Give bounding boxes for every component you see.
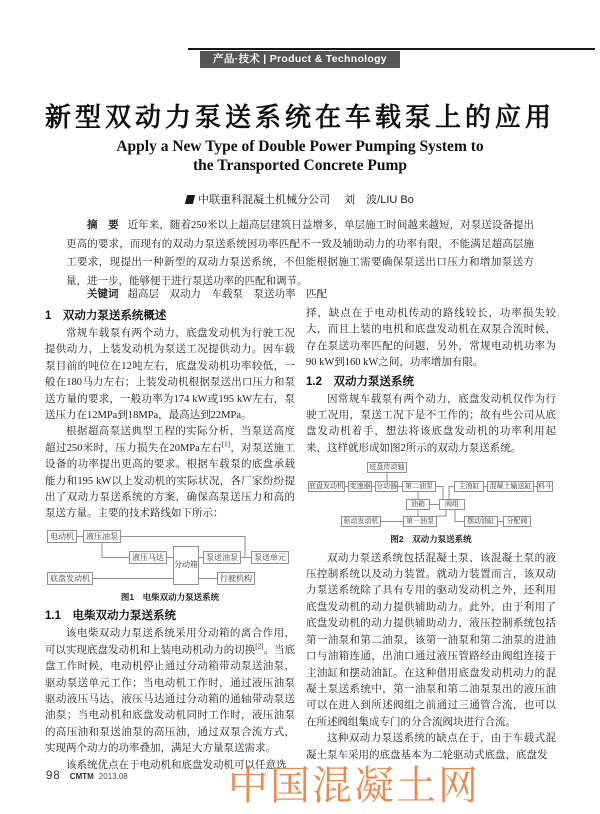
fig1-box-chassis-engine: 底盘发动机 [47,572,93,585]
fig2-box-chassis-drive-shaft: 底盘传动轴 [367,462,407,473]
section-1-heading: 1 双动力泵送系统概述 [45,310,167,322]
section-1-1-paragraph-2: 该系统优点在于电动机和底盘发动机可以任意选 [66,759,287,771]
section-1-2-heading: 1.2 双动力泵送系统 [306,375,414,388]
watermark: 中国混凝土网 [228,764,480,808]
fig2-box-second-oil-pump: 第二油泵 [402,481,436,492]
header-rule [188,48,595,50]
section-1-1-paragraph-1-text-cont: 。当底盘工作时候，电动机停止通过分动箱带动泵送油泵，驱动泵送单元工作；当电动机工作时，通过液压油泵驱动液压马达，液压马达通过分动箱的通轴带动泵送油泵；当电动机和底盘发动机同时工作时，液压油泵的高压油和泵送油泵的高压油，通过双泵合流方式，实现两个动力的功率叠加，满足大方量泵送需求。 [45,644,296,755]
section-1-1-paragraph-1-text: 该电柴双动力泵送系统采用分动箱的离合作用，可以实现底盘发动机和上装电动机动力的切换 [45,628,295,656]
article-title-english [0,137,600,175]
figure-1-diagram [45,528,295,586]
fig2-box-oil-tank: 油箱 [406,499,430,510]
fig2-box-concrete-delivery-cylinder: 混凝土输送缸 [487,481,534,492]
section-1-1-paragraph-2-continued: 择，缺点在于电动机传动的路线较长，功率损失较大，而且上装的电机和底盘发动机在双泵合流时候，存在泵送功率匹配的问题，另外，常规电动机功率为90 kW到160 kW之间，功率增加有限。 [306,308,556,369]
byline-author: 刘 波/LIU Bo [344,194,414,206]
article-title-chinese: 新型双动力泵送系统在车载泵上的应用 [44,103,555,133]
section-1-1-heading: 1.1 电柴双动力泵送系统 [45,610,176,623]
journal-abbreviation: CMTM [69,772,94,781]
pen-icon [185,195,195,204]
abstract-label: 摘 要 [87,219,119,231]
figure-2-caption: 图2 双动力泵送系统 [390,534,472,545]
fig1-box-transfer-case: 分动箱 [173,546,199,585]
keywords-label: 关键词 [87,288,119,300]
right-column [306,306,556,764]
fig2-box-gearbox: 变速器 [349,483,371,491]
fig2-box-valve-group: 阀组 [439,499,465,510]
abstract-text: 近年来，随着250米以上超高层建筑日益增多，单层施工时间越来越短，对泵送设备提出更高的要求，而现有的双动力泵送系统因功率匹配不一致及辅助动力的功率有限，不能满足超高层施工要求，现提出一种新型的双动力泵送系统，不但能根据施工需要确保泵送出口压力和增加泵送方量，进一步，能够便于进行泵送功率的匹配和调节。 [66,220,535,287]
keywords-text: 超高层 双动力 车载泵 泵送功率 匹配 [127,289,327,300]
citation-ref-2: [2] [255,642,264,651]
footer [46,766,128,784]
fig2-box-swing-cylinder: 摆动油缸 [464,516,498,527]
fig2-box-first-oil-pump: 第一油泵 [403,516,437,527]
journal-issue: 2013.08 [98,772,128,781]
fig1-box-pumping-oil-pump: 泵送油泵 [203,551,241,564]
fig2-box-drive-engine: 驱动发动机 [341,516,381,527]
fig2-box-main-cylinder: 主油缸 [454,481,484,492]
fig1-box-pumping-unit: 泵送单元 [251,551,289,564]
keywords [66,286,534,301]
article-title-english-line2: the Transported Concrete Pump [193,157,407,174]
section-1-paragraph-1: 常规车载泵有两个动力，底盘发动机为行驶工况提供动力，上装发动机为泵送工况提供动力。因车载泵目前的吨位在12吨左右，底盘发动机功率较低，一般在180马力左右；上装发动机根据泵送出口压力和泵送方量的要求，一般功率为174 kW或195 kW左右，泵送压力在12MPa到18MPa，最高达到22MPa。 [45,328,295,422]
fig2-box-chassis-engine: 底盘发动机 [309,483,344,491]
fig2-box-distribution-valve: 分配阀 [503,516,531,527]
fig2-box-transfer-box: 分动器 [376,483,397,491]
section-1-1-paragraph-1 [45,626,295,757]
fig1-box-hydraulic-motor: 液压马达 [129,551,167,564]
figure-1-caption: 图1 电柴双动力泵送系统 [120,591,220,602]
article-title-english-line1: Apply a New Type of Double Power Pumping System to [116,138,484,155]
section-1-2-paragraph-2: 双动力泵送系统包括混凝土泵、该混凝土泵的液压控制系统以及动力装置。就动力装置而言，该双动力泵送系统除了具有专用的驱动发动机之外，还利用底盘发动机的动力提供辅助动力。此外，由于利用了底盘发动机的动力提供辅助动力，液压控制系统包括第一油泵和第二油泵，该第一油泵和第二油泵的进油口与油箱连通，出油口通过液压管路经由阀组连接于主油缸和摆动油缸。在这种借用底盘发动机动力的混凝土泵送系统中，第一油泵和第二油泵泵出的液压油可以在进入到所述阀组之前通过三通管合流，也可以在所述阀组集成专门的分合流阀块进行合流。 [306,552,556,728]
fig1-box-hydraulic-pump: 液压油泵 [83,530,121,543]
figure-2 [306,462,556,547]
byline-affiliation: 中联重科混凝土机械分公司 [198,194,331,206]
abstract [66,216,534,291]
byline [0,191,600,207]
fig2-box-hopper: 料斗 [538,483,552,491]
citation-ref-1: [1] [221,440,230,449]
section-1-paragraph-2-text-cont: ，对泵送施工设备的功率提出更高的要求。根据车载泵的底盘承载能力和195 kW以上发动机的实际状况，各厂家纷纷提出了双动力泵送系统的方案，确保高泵送压力和高的泵送方量。主要的技术路线如下所示： [45,442,296,520]
left-column [45,306,295,774]
section-1-paragraph-2-text: 根据超高泵送典型工程的实际分析，当泵送高度超过250米时，压力损失在20MPa左右 [45,426,295,454]
page-number: 98 [46,770,61,782]
section-1-2-paragraph-1: 因常规车载泵有两个动力，底盘发动机仅作为行驶工况用，泵送工况下是不工作的；故有些公司从底盘发动机着手，想法将该底盘发动机的功率利用起来，这样就形成如图2所示的双动力泵送系统。 [306,393,556,454]
fig1-box-travel-mechanism: 行驶机构 [217,572,255,585]
figure-1 [45,528,295,605]
fig1-box-electric-motor: 电动机 [47,530,77,543]
header-category-tag: 产品·技术 | Product & Technology [200,51,400,68]
section-1-2-paragraph-3: 这种双动力泵送系统的缺点在于，由于车载式混凝土泵车采用的底盘基本为二轮驱动式底盘，底盘发 [306,733,556,761]
figure-2-diagram [306,462,556,528]
section-1-paragraph-2 [45,424,295,522]
